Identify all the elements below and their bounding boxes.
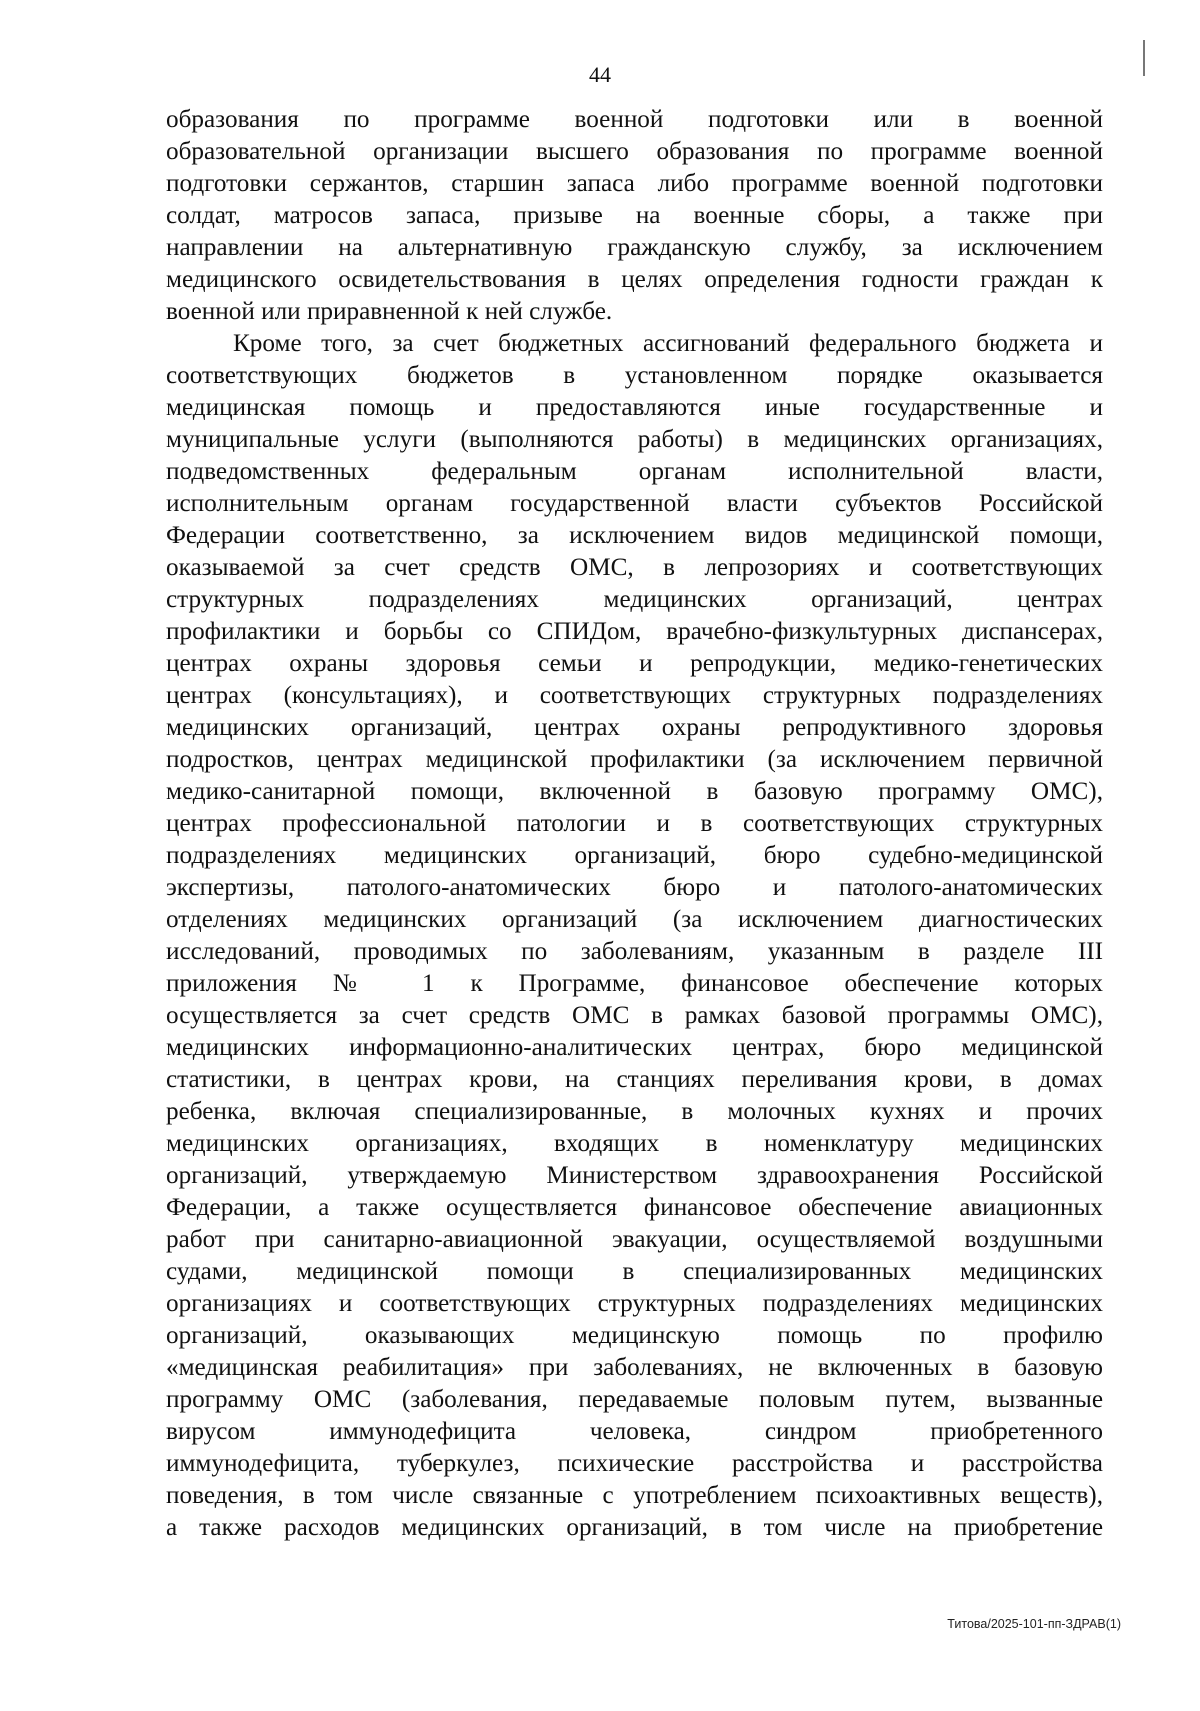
document-footer-code: Титова/2025-101-пп-ЗДРАВ(1): [947, 1617, 1121, 1631]
paragraph-line: организациях и соответствующих структурных подразделениях медицинских: [166, 1290, 1103, 1317]
paragraph-line: организаций, утверждаемую Министерством здравоохранения Российской: [166, 1162, 1103, 1189]
paragraph-line: исполнительным органам государственной власти субъектов Российской: [166, 490, 1103, 517]
paragraph-line: подразделениях медицинских организаций, бюро судебно-медицинской: [166, 842, 1103, 869]
paragraph-line: центрах (консультациях), и соответствующих структурных подразделениях: [166, 682, 1103, 709]
document-body: [166, 104, 1103, 1544]
paragraph-line: Кроме того, за счет бюджетных ассигнований федерального бюджета и: [233, 330, 1103, 357]
paragraph-line: судами, медицинской помощи в специализированных медицинских: [166, 1258, 1103, 1285]
paragraph-line: статистики, в центрах крови, на станциях переливания крови, в домах: [166, 1066, 1103, 1093]
paragraph-line: подведомственных федеральным органам исполнительной власти,: [166, 458, 1103, 485]
paragraph-line: работ при санитарно-авиационной эвакуации, осуществляемой воздушными: [166, 1226, 1103, 1253]
page-number: 44: [589, 62, 611, 87]
paragraph-line: оказываемой за счет средств ОМС, в лепрозориях и соответствующих: [166, 554, 1103, 581]
paragraph-line: медицинских организаций, центрах охраны репродуктивного здоровья: [166, 714, 1103, 741]
paragraph: [166, 328, 1103, 1544]
paragraph-line: центрах профессиональной патологии и в соответствующих структурных: [166, 810, 1103, 837]
paragraph-line: организаций, оказывающих медицинскую помощь по профилю: [166, 1322, 1103, 1349]
paragraph-line: медицинских информационно-аналитических центрах, бюро медицинской: [166, 1034, 1103, 1061]
paragraph-line: «медицинская реабилитация» при заболеваниях, не включенных в базовую: [166, 1354, 1103, 1381]
paragraph-line: а также расходов медицинских организаций, в том числе на приобретение: [166, 1514, 1103, 1541]
paragraph-line: профилактики и борьбы со СПИДом, врачебно-физкультурных диспансерах,: [166, 618, 1103, 645]
paragraph-line: исследований, проводимых по заболеваниям, указанным в разделе III: [166, 938, 1103, 965]
paragraph-line: центрах охраны здоровья семьи и репродукции, медико-генетических: [166, 650, 1103, 677]
paragraph-line: медицинского освидетельствования в целях определения годности граждан к: [166, 266, 1103, 293]
paragraph-line: приложения № 1 к Программе, финансовое обеспечение которых: [166, 970, 1103, 997]
paragraph-line: иммунодефицита, туберкулез, психические расстройства и расстройства: [166, 1450, 1103, 1477]
paragraph-line: подготовки сержантов, старшин запаса либо программе военной подготовки: [166, 170, 1103, 197]
paragraph-line: солдат, матросов запаса, призыве на военные сборы, а также при: [166, 202, 1103, 229]
paragraph-line: экспертизы, патолого-анатомических бюро и патолого-анатомических: [166, 874, 1103, 901]
paragraph-line: Федерации, а также осуществляется финансовое обеспечение авиационных: [166, 1194, 1103, 1221]
paragraph-line: медико-санитарной помощи, включенной в базовую программу ОМС),: [166, 778, 1103, 805]
paragraph-line: программу ОМС (заболевания, передаваемые половым путем, вызванные: [166, 1386, 1103, 1413]
paragraph-line: соответствующих бюджетов в установленном порядке оказывается: [166, 362, 1103, 389]
paragraph-line: образования по программе военной подготовки или в военной: [166, 106, 1103, 133]
paragraph-line: муниципальные услуги (выполняются работы) в медицинских организациях,: [166, 426, 1103, 453]
paragraph-line: медицинская помощь и предоставляются иные государственные и: [166, 394, 1103, 421]
paragraph-line: ребенка, включая специализированные, в молочных кухнях и прочих: [166, 1098, 1103, 1125]
paragraph-line: осуществляется за счет средств ОМС в рамках базовой программы ОМС),: [166, 1002, 1103, 1029]
paragraph-line: подростков, центрах медицинской профилактики (за исключением первичной: [166, 746, 1103, 773]
paragraph-line: Федерации соответственно, за исключением видов медицинской помощи,: [166, 522, 1103, 549]
paragraph-line: медицинских организациях, входящих в номенклатуру медицинских: [166, 1130, 1103, 1157]
paragraph-line: отделениях медицинских организаций (за исключением диагностических: [166, 906, 1103, 933]
paragraph-line: образовательной организации высшего образования по программе военной: [166, 138, 1103, 165]
paragraph-line: структурных подразделениях медицинских организаций, центрах: [166, 586, 1103, 613]
paragraph-line: направлении на альтернативную гражданскую службу, за исключением: [166, 234, 1103, 261]
paragraph: [166, 104, 1103, 328]
paragraph-line: военной или приравненной к ней службе.: [166, 298, 613, 325]
paragraph-line: вирусом иммунодефицита человека, синдром приобретенного: [166, 1418, 1103, 1445]
paragraph-line: поведения, в том числе связанные с употреблением психоактивных веществ),: [166, 1482, 1103, 1509]
